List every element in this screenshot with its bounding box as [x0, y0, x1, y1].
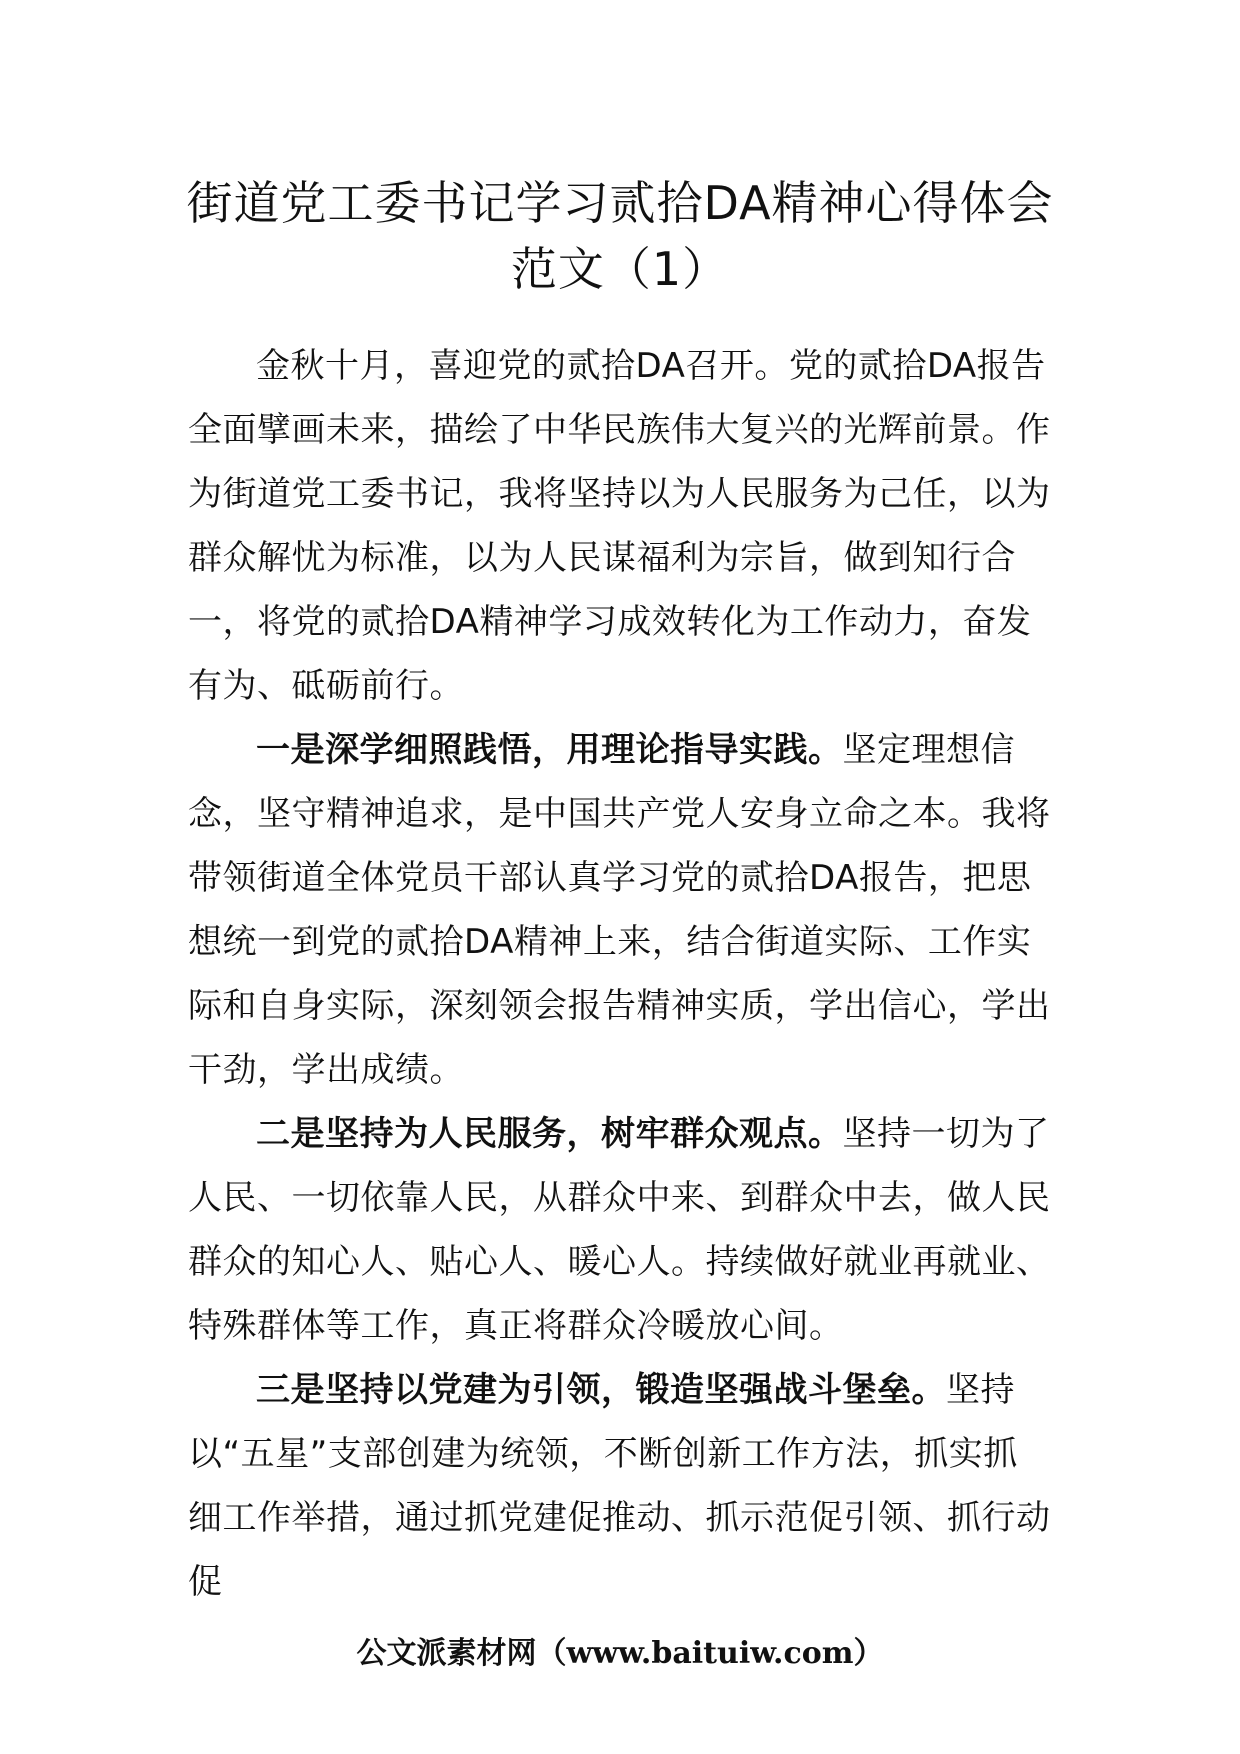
paragraph-lead: 一是深学细照践悟，用理论指导实践。 [256, 730, 843, 770]
paragraph-text: 坚持以“五星”支部创建为统领，不断创新工作方法，抓实抓细工作举措，通过抓党建促推动、抓示范促引领、抓行动促 [188, 1370, 1051, 1602]
paragraph-lead: 三是坚持以党建为引领，锻造坚强战斗堡垒。 [256, 1370, 946, 1410]
document-body [188, 334, 1052, 1614]
paragraph-lead: 二是坚持为人民服务，树牢群众观点。 [256, 1114, 843, 1154]
footer-watermark: 公文派素材网（www.baituiw.com） [356, 1636, 884, 1671]
paragraph-point-3 [188, 1358, 1052, 1614]
paragraph-text: 坚持一切为了人民、一切依靠人民，从群众中来、到群众中去，做人民群众的知心人、贴心人、暖心人。持续做好就业再就业、特殊群体等工作，真正将群众冷暖放心间。 [188, 1114, 1051, 1346]
document-title [180, 170, 1060, 302]
title-line-1: 街道党工委书记学习贰拾DA精神心得体会 [186, 176, 1054, 230]
paragraph-text: 坚定理想信念，坚守精神追求，是中国共产党人安身立命之本。我将带领街道全体党员干部认真学习党的贰拾DA报告，把思想统一到党的贰拾DA精神上来，结合街道实际、工作实际和自身实际，深刻领会报告精神实质，学出信心，学出干劲，学出成绩。 [188, 730, 1051, 1090]
title-line-2: 范文（1） [510, 242, 730, 296]
paragraph-point-2 [188, 1102, 1052, 1358]
paragraph-intro [188, 334, 1052, 718]
paragraph-text: 金秋十月，喜迎党的贰拾DA召开。党的贰拾DA报告全面擘画未来，描绘了中华民族伟大复兴的光辉前景。作为街道党工委书记，我将坚持以为人民服务为己任，以为群众解忧为标准，以为人民谋福利为宗旨，做到知行合一，将党的贰拾DA精神学习成效转化为工作动力，奋发有为、砥砺前行。 [188, 346, 1051, 706]
paragraph-point-1 [188, 718, 1052, 1102]
